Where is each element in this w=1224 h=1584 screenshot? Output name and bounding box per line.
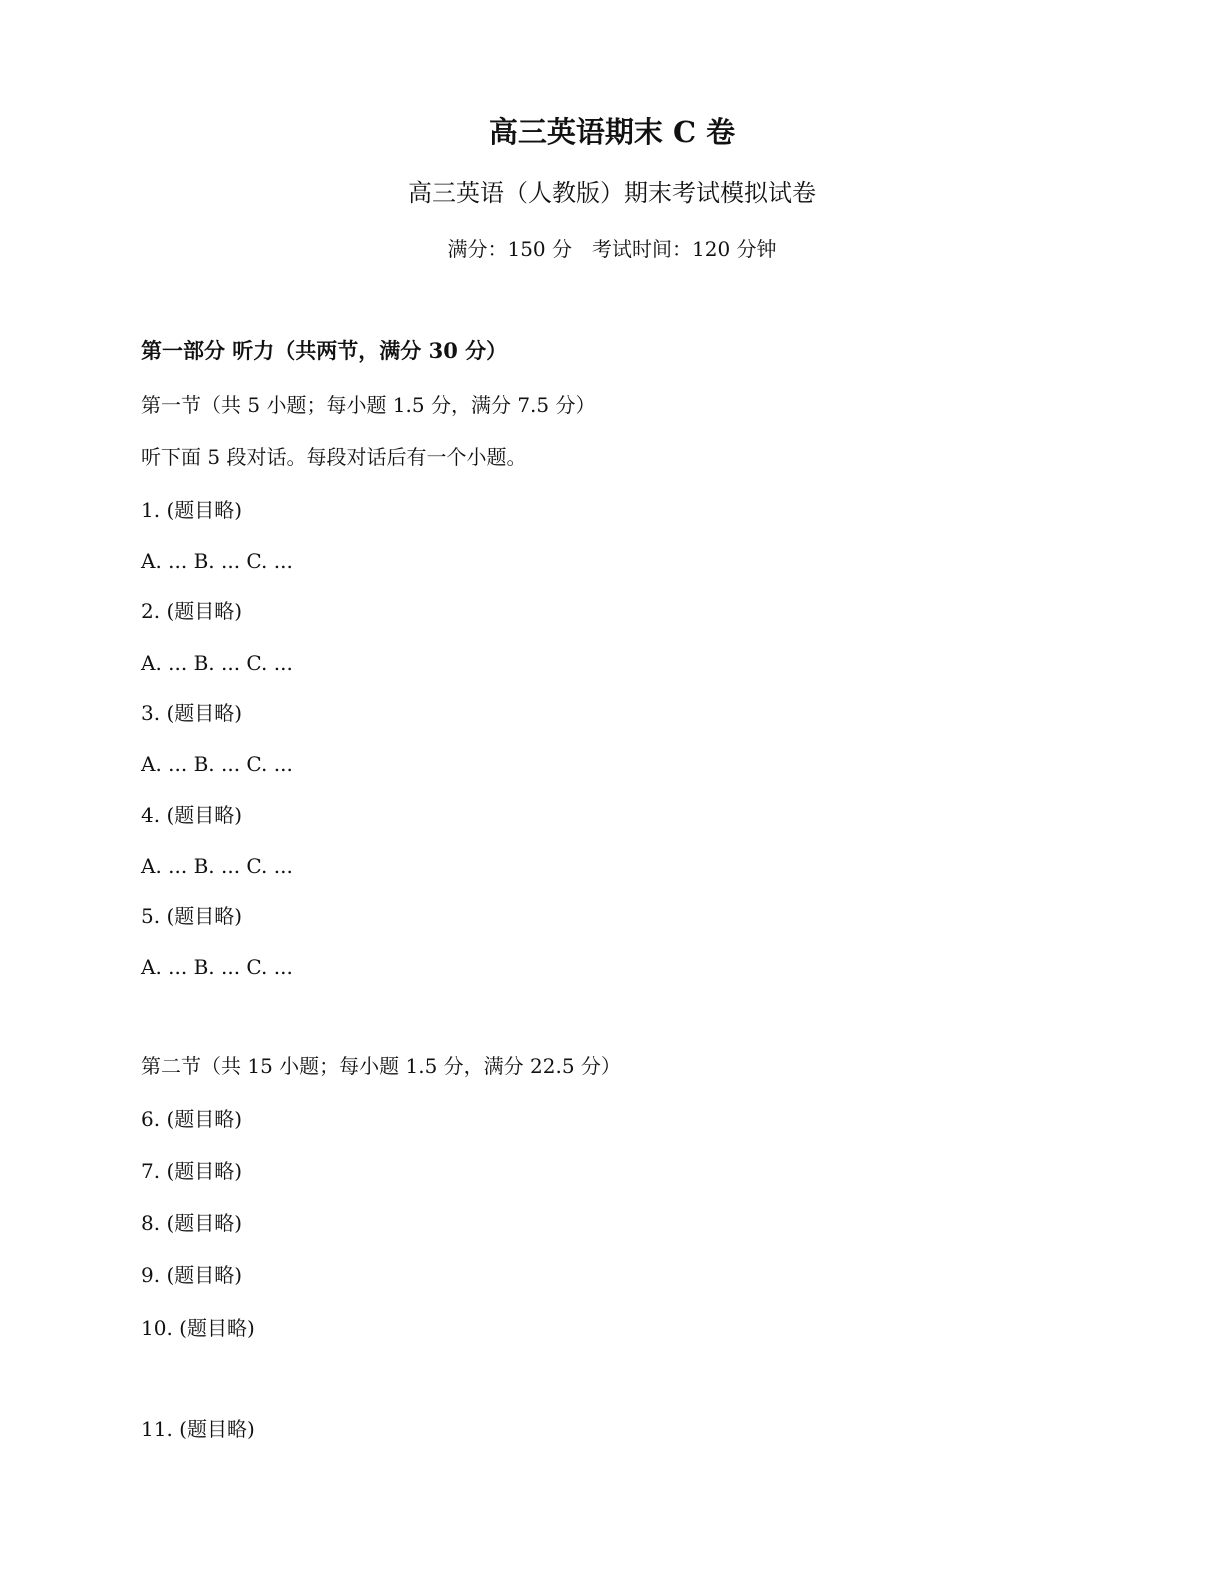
question-11: 11. (题目略) <box>141 1417 255 1441</box>
question-2-options: A. ... B. ... C. ... <box>141 651 293 675</box>
section1-instruction: 听下面 5 段对话。每段对话后有一个小题。 <box>141 445 527 469</box>
question-5-options: A. ... B. ... C. ... <box>141 955 293 979</box>
exam-meta <box>0 234 1224 264</box>
document-title: 高三英语期末 C 卷 <box>488 115 736 149</box>
question-5: 5. (题目略) <box>141 904 243 928</box>
full-score: 满分：150 分 <box>447 237 572 261</box>
question-7: 7. (题目略) <box>141 1159 243 1183</box>
question-2: 2. (题目略) <box>141 599 243 623</box>
exam-time: 考试时间：120 分钟 <box>592 237 777 261</box>
question-8: 8. (题目略) <box>141 1211 243 1235</box>
section2-heading: 第二节（共 15 小题；每小题 1.5 分，满分 22.5 分） <box>141 1054 621 1078</box>
part1-heading: 第一部分 听力（共两节，满分 30 分） <box>141 338 508 363</box>
question-4: 4. (题目略) <box>141 803 243 827</box>
question-3: 3. (题目略) <box>141 701 243 725</box>
question-1: 1. (题目略) <box>141 498 243 522</box>
question-9: 9. (题目略) <box>141 1263 243 1287</box>
question-4-options: A. ... B. ... C. ... <box>141 854 293 878</box>
question-1-options: A. ... B. ... C. ... <box>141 549 293 573</box>
document-subtitle: 高三英语（人教版）期末考试模拟试卷 <box>408 179 816 207</box>
question-6: 6. (题目略) <box>141 1107 243 1131</box>
section1-heading: 第一节（共 5 小题；每小题 1.5 分，满分 7.5 分） <box>141 393 596 417</box>
question-10: 10. (题目略) <box>141 1316 255 1340</box>
question-3-options: A. ... B. ... C. ... <box>141 752 293 776</box>
